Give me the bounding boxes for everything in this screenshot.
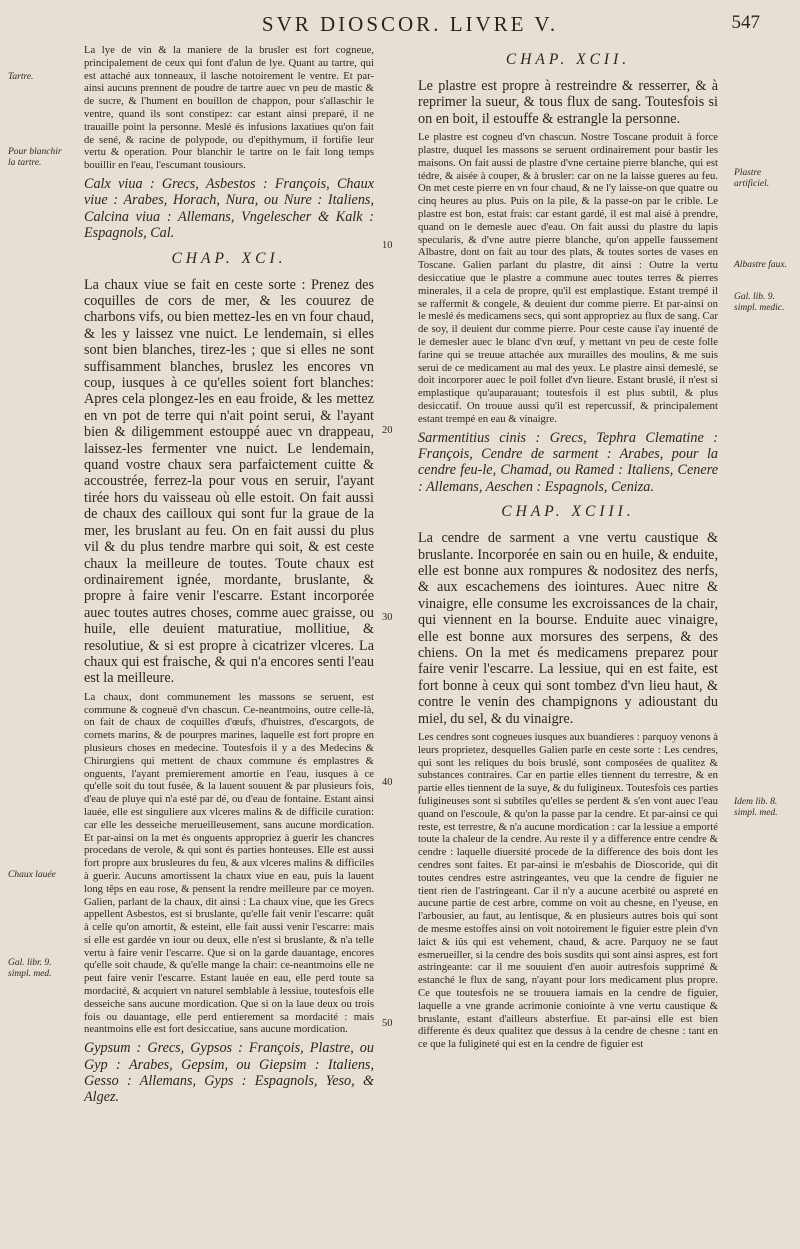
margin-note-blanchir-tartre: Pour blanchir la tartre. [8, 147, 62, 168]
synonyms-chaux: Calx viua : Grecs, Asbestos : François, Chaux viue : Arabes, Horach, Nura, ou Nure : Italiens, Calcina viua : Allemans, Vngelescher & Kalk : Espagnols, Cal. [84, 175, 374, 242]
margin-note-galien-right: Gal. lib. 9. simpl. medic. [734, 292, 785, 313]
commentary-cendre: Les cendres sont cogneues iusques aux buandieres : parquoy venons à leurs proprietez, desquelles Galien parle en ceste sorte : Les cendres, qui sont les reliques du bois bruslé, sont composées de qualitez & substances contraires. Car en partie elles tiennent du terrestre, & en partie elles tiennent de la suye, & du fuligineux. Toutesfois ces parties fuligineuses sont si subtiles qu'elles se perdent & s'en vont auec l'eau quand on l'escoule, & qu'on la passe par la cendre. Et par-ainsi ce qui reste, est terrestre, & n'a aucune mordication : car la lessiue a emporté toute la chaleur de la cendre. Au reste il y a difference entre cendre & cendre : laquelle diuersité procede de la difference des bois dont les cendres sont faites. Et par-ainsi ie m'esbahis de Dioscoride, qui dit toutes cendres estre astringeantes, veu que la cendre de figuier ne tient rien de l'astringeant. Car il n'y a aucune acerbité ou aspreté en aucune partie de cest arbre, comme on voit au chesne, en l'yeuse, en l'arbousier, au faut, au lentisque, & en plusieurs autres bois qui sont de mesme estoffes ainsi on voit notoirement le figuier estre plein d'vn laict & iûs qui est vehement, chaud, & acre. Parquoy ne se faut esmerueiller, si la cendre des bois susdits qui sont ainsi aspres, est fort astringeante: car il me souuient d'en auoir autresfois supprimé & estanché le flux de sang, n'ayant pour lors medicament plus propre. Ce que toutesfois ne se trouuera iamais en la cendre de figuier, laquelle a vne grande acrimonie coniointe à vne vertu caustique & bruslante, estant d'ailleurs absterfiue. Et par-ainsi elle est bien differente és deux qualitez que dessus à la cendre de chesne : tant en ce que la fuligineté qui est en la cendre de figuier est [418, 731, 718, 1051]
line-number: 50 [382, 1018, 393, 1029]
chapter-heading-xcii: CHAP. XCII. [505, 51, 631, 68]
synonyms-gypsum: Gypsum : Grecs, Gypsos : François, Plastre, ou Gyp : Arabes, Gepsim, ou Giepsim : Italiens, Gesso : Allemans, Gyps : Espagnols, Yeso, & Algez. [84, 1040, 374, 1106]
chapter-heading-xciii: CHAP. XCIII. [501, 503, 635, 521]
line-number: 40 [382, 777, 393, 788]
line-number: 20 [382, 425, 393, 436]
margin-note-albastre-faux: Albastre faux. [734, 260, 787, 270]
margin-note-galien-left: Gal. libr. 9. simpl. med. [8, 958, 52, 979]
line-number: 10 [382, 240, 393, 251]
running-title: SVR DIOSCOR. LIVRE V. [261, 12, 559, 36]
line-number: 30 [382, 612, 393, 623]
page-number: 547 [731, 12, 760, 33]
margin-note-plastre-artificiel: Plastre artificiel. [734, 168, 770, 189]
main-text-cendre: La cendre de sarment a vne vertu caustique & bruslante. Incorporée en sain ou en huile, & enduite, elle est bonne aux rompures & nodositez des nerfs, & aux escachemens des iointures. Auec nitre & vinaigre, elle consume les excroissances de la chair, qui viennent en la bourse. Enduite auec vinaigre, elle est bonne aux morsures des serpens, & des chiens. On la met és medicamens preparez pour faire venir l'escarre. La lessiue, qui en est faite, est fort bonne à ceux qui sont tombez d'vn lieu haut, & contre le venin des champignons y adioustant du miel, du sel, & du vinaigre. [418, 530, 718, 727]
commentary-chaux: La chaux, dont communement les massons se seruent, est commune & cogneuë d'vn chascun. Ce-neantmoins, outre celle-là, on fait de chaux de coquilles d'œufs, d'huistres, d'escargots, de cornets marins, & de pourpres marines, laquelle est fort propre en plusieurs choses en medecine. Toutesfois il y a des Medecins & Chirurgiens qui mettent de chaux commune és emplastres & onguents, l'ayant premierement amortie en l'eau, iusques à ce qu'elle soit du tout fusée, & la lauent souuent & par plusieurs fois, d'eau de pluye qui n'a esté par dé, ou d'eau de fontaine. Estant ainsi lauée, elle est singuliere aux vlceres malins & de difficile curation: car elle les desseiche merueilleusement, sans aucune mordication. Et par-ainsi on la met és onguents appropriez à guerir les chancres procedans de verole, & qui sont és parties honteuses. Elle est aussi fort propre aux brusleures du feu, & aux vlceres malins & difficiles à guerir. Aucuns amortissent la chaux viue en eau, puis la lauent long têps en eau rose, & pensent la rendre meilleure par ce moyen. Galien, parlant de la chaux, dit ainsi : La chaux viue, que les Grecs appellent Asbestos, est si bruslante, qu'elle fait venir l'escarre: quât à celle qu'on amortit, & esteint, elle fait aussi venir l'escarre: mais si elle est gardée vn iour ou deux, elle n'est si bruslante, & n'a telle vertu à faire venir l'escarre. Que si on la garde dauantage, encores qu'elle soit chaude, & qu'elle mange la chair: ce-neantmoins elle ne peut faire venir l'escarre. Estant lauée en eau, elle perd toute sa mordacité, & acquiert vn naturel semblable à lessiue, toutesfois elle desseiche sans aucune mordication. Que si on la laue deux ou trois fois ou dauantage, elle perd entierement sa mordacité : mais neantmoins elle est fort desiccatiue, sans aucune mordication. [84, 690, 374, 1036]
synonyms-cendre: Sarmentitius cinis : Grecs, Tephra Clematine : François, Cendre de sarment : Arabes, pour la cendre feu-le, Chamad, ou Ramed : Italiens, Cenere : Allemans, Aeschen : Espagnols, Ceniza. [418, 429, 718, 495]
margin-note-idem: Idem lib. 8. simpl. med. [734, 797, 778, 818]
main-text-chaux: La chaux viue se fait en ceste sorte : Prenez des coquilles de cors de mer, & les couurez de charbons vifs, ou bien mettez-les en vn four chaud, & les y laissez vne nuict. Le lendemain, si elles sont bien blanches, tirez-les ; que si elles ne sont suffisamment blanches, bruslez les encores vn coup, iusques à ce qu'elles soient fort blanches: Apres cela plongez-les en eau froide, & les mettez en vn pot de terre qui n'ait point serui, & l'ayant bien & diligemment estouppé auec vn drappeau, laissez-les fermenter vne nuict. Le lendemain, quand vostre chaux sera parfaictement cuitte & accoustrée, ferrez-la pour vous en seruir, l'ayant tirée hors du vaisseau où elle estoit. On fait aussi de chaux des cailloux qui sont fur la graue de la mer, les bruslant au feu. On en fait aussi du plus vil & du plus tendre marbre qui soit, & est ceste chaux la meilleure de toutes. Toute chaux est ordinairement ignée, mordante, bruslante, & propre à faire venir l'escarre. Estant incorporée auec toutes autres choses, comme auec graisse, ou huile, elle deuient maturatiue, mollitiue, & resolutiue, & si est propre à cicatrizer vlceres. La chaux qui est fraische, & qui n'a encores senti l'eau est la meilleure. [84, 276, 374, 687]
page-header [0, 10, 800, 40]
tartre-paragraph: La lye de vin & la maniere de la brusler est fort cogneue, principalement de ceux qui font d'alun de lye. Quant au tartre, qui est attaché aux tonneaux, il lasche notoirement le ventre. Et par-ainsi aucuns prennent de poudre de tartre auec vn peu de mastic & de sucre, & l'hument en bouillon de chappon, pour s'allaschir le ventre, quand ils sont constipez: car estant ainsi preparé, il ne trauaille point la personne. Meslé és infusions laxatiues qu'on fait de sené, & racine de polypode, ou d'epithymum, il fortifie leur vertu & operation. Pour blanchir le tartre on le fait long temps bouillir en l'eau, l'escumant tousiours. [84, 44, 374, 172]
commentary-plastre: Le plastre est cogneu d'vn chascun. Nostre Toscane produit à force plastre, duquel les massons se seruent ordinairement pour bastir les maisons. On fait aussi de plastre d'vne certaine pierre blanche, qui est tédre, & aisée à couper, & à brusler: car on ne la laisse gueres au feu. On met ceste pierre en vn four chaud, & ne l'y laisse-on que quatre ou cinq heures au plus. Puis on la pile, & la passe-on par le crible. Le plastre est bon, estat frais: car estant gardé, il est mal aisé à prendre, quand on le demesle auec d'eau. On fait aussi du plastre du lapis specularis, & d'vne autre pierre blanche, qu'on appelle faussement Albastre, dont on fait au tour des plats, & toutes sortes de vases en Toscane. Galien parlant du plastre, dit ainsi : Outre la vertu desiccatiue que le plastre a commune auec toutes terres & pierres minerales, il a cela de propre, qu'il est emplastique. Estant trempé il se raffermit & congele, & deuient dur comme pierre. Et par-ainsi on le meslé és medicamens secs, qui sont appropriez au flux de sang. Car de soy, il deuient dur comme pierre. Pour ceste cause i'ay inuenté de le demesler auec le blanc d'vn œuf, y mettant vn peu de ceste folle farine qui se treuue attachée aux murailles des moulins, & me suis serui de ce medicament au mal des yeux. Le plastre ainsi demeslé, se doit incorporer auec le poil follet d'vn lieure. Estant bruslé, il n'est si emplastique qu'auparauant; toutesfois il est plus subtil, & plus desiccatif. On trouue aussi qu'il est repercussif, & principalement estant trempé en eau & vinaigre. [418, 131, 718, 425]
main-text-plastre: Le plastre est propre à restreindre & resserrer, & à reprimer la sueur, & tous flux de sang. Toutesfois si on en boit, il estouffe & estrangle la personne. [418, 78, 718, 127]
left-column [84, 44, 374, 1114]
right-column [418, 44, 718, 1055]
margin-note-chaux-lauee: Chaux lauée [8, 870, 56, 880]
chapter-heading-xci: CHAP. XCI. [171, 249, 287, 267]
margin-note-tartre: Tartre. [8, 72, 34, 82]
